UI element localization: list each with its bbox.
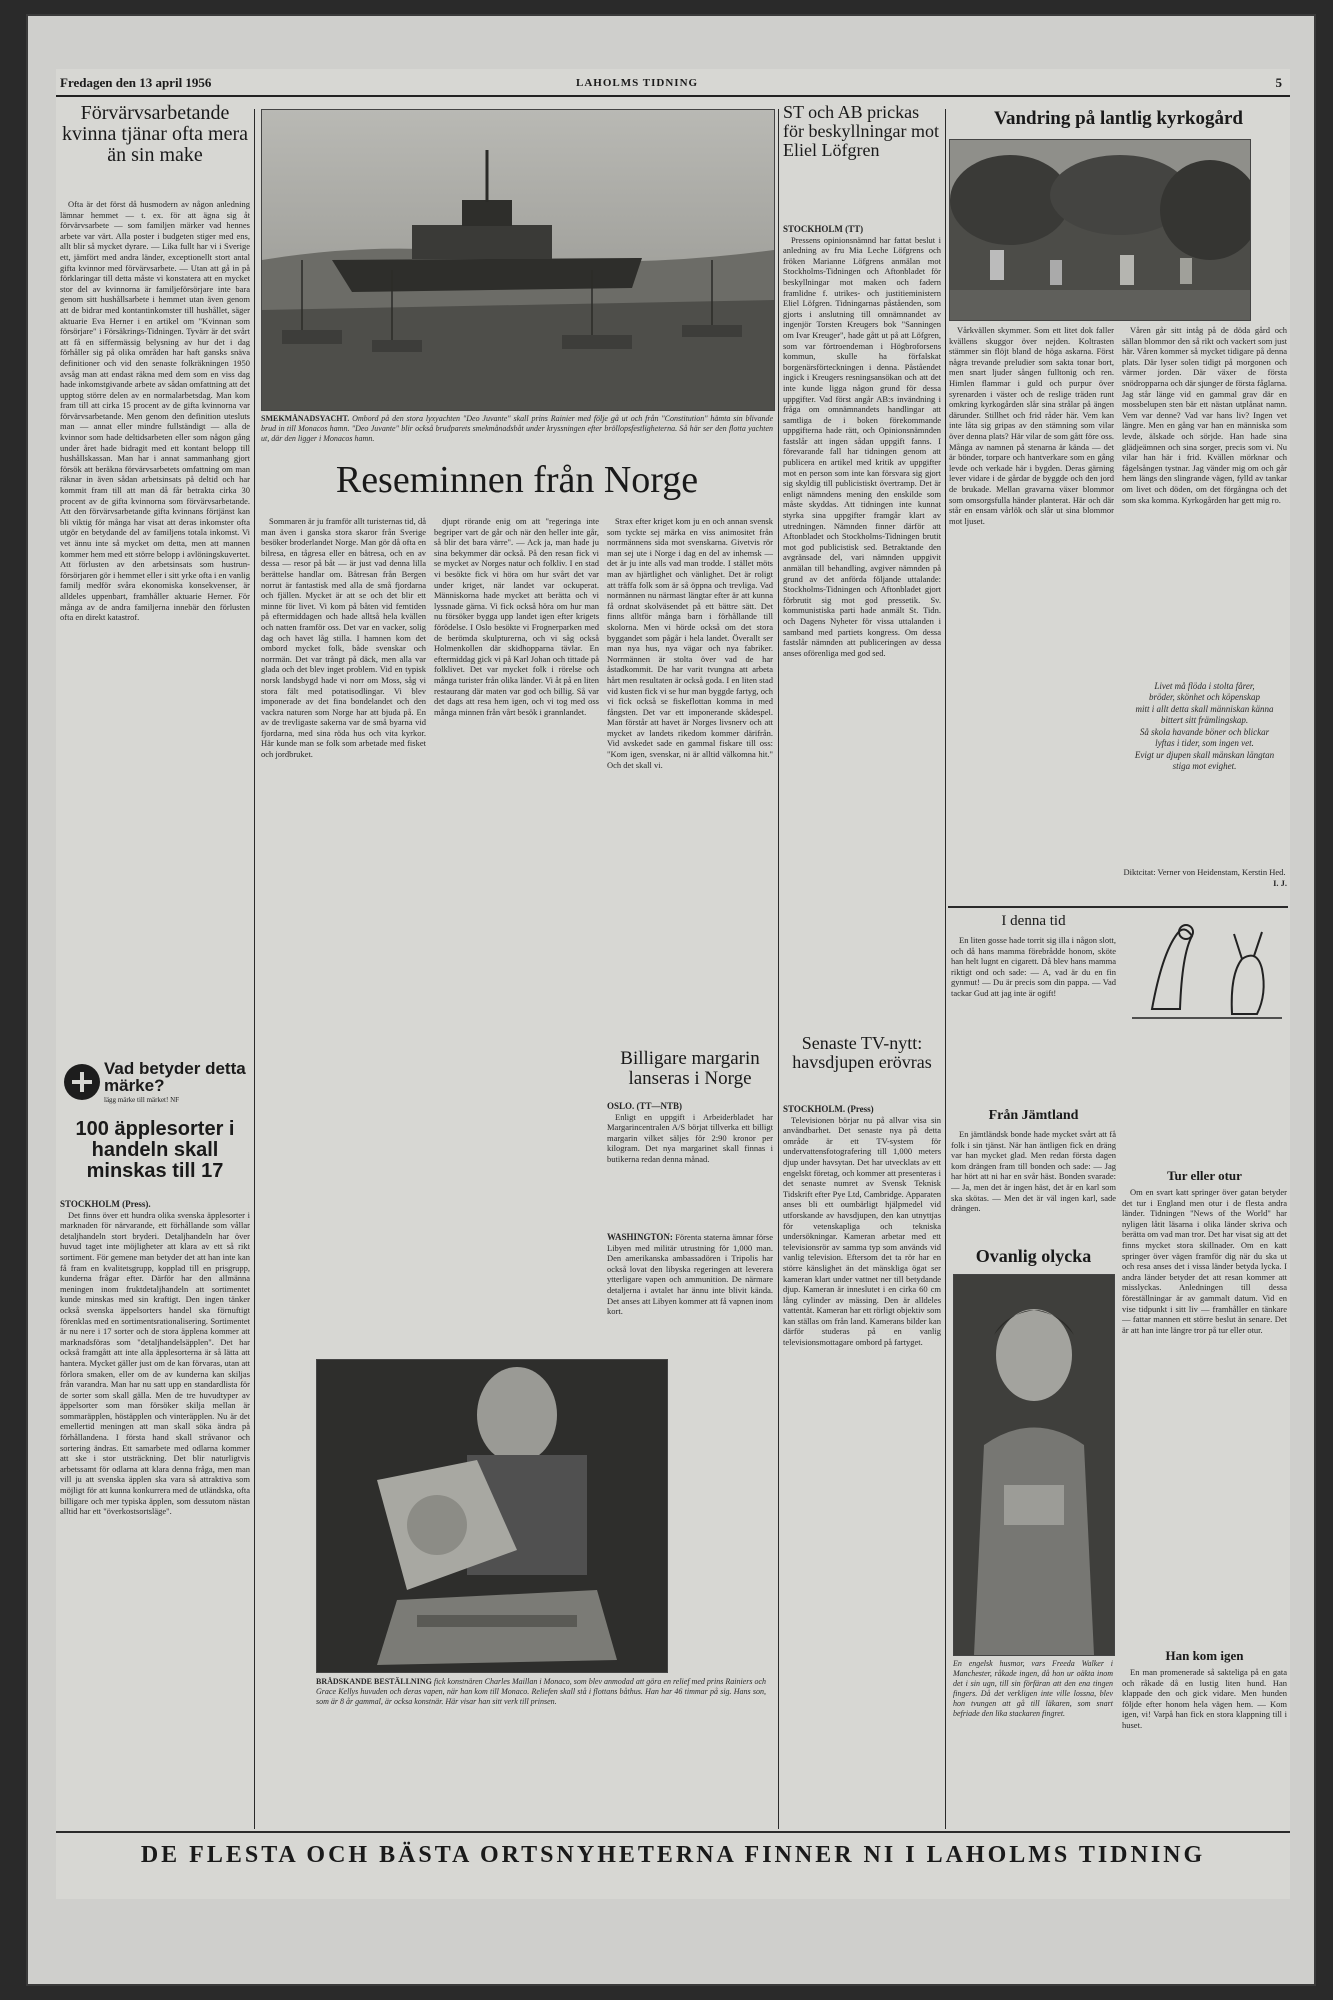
page-header xyxy=(56,69,1290,97)
article-han-kom-igen-body xyxy=(1122,1667,1287,1757)
byline: STOCKHOLM (Press). xyxy=(60,1199,151,1209)
sculptor-caption xyxy=(316,1677,766,1757)
yacht-photo xyxy=(261,109,775,411)
column-rule xyxy=(254,109,255,1829)
newspaper-page xyxy=(56,69,1290,1899)
byline: OSLO. (TT—NTB) xyxy=(607,1101,683,1111)
newspaper-sheet xyxy=(26,14,1316,1986)
article-tur-body xyxy=(1122,1187,1287,1642)
vandring-credit xyxy=(1122,867,1287,903)
woman-photo xyxy=(953,1274,1115,1656)
article-idenna-tid-body xyxy=(951,935,1116,1105)
article-text: Ofta är det först då husmodern av någon anledning lämnar hemmet — t. ex. för att ägna sig åt förvärvsarbete — som familjen märker vad hennes arbete var värt. Alla poster i budgeten stiger med ens, allt blir så mycket dyrare. — Lika fullt har vi i Sverige ett, jämfört med andra länder, exceptionellt stort antal gifta kvinnor med förvärvsarbete. — Utan att gå in på förklaringar till detta måste vi konstatera att en mycket stor del av kvinnorna är familjeförsörjare inte bara genom sitt hushållsarbete i hemmet utan även genom att de bidrar med kontantinkomster till hushållet, säger aktuarie Eva Herner i en artikel om "Kvinnan som försörjare" i Försäkrings-Tidningen. Tyvärr är det svårt att få en siffermässig belysning av hur det i dag förhåller sig på olika områden har haft gansks snäva definitioner och vid den senaste folkräkningen 1950 avsåg man att endast räkna med dem som en viss dag hade inkomstgivande arbete av sådan omfattning att det upptog större delen av en normalarbetsdag. Man kom fram till att cirka 15 procent av de gifta kvinnorna var förvärvsarbetande. Men genom den definition utesluts man — annat eller mindre fullständigt — alla de kvinnor som hade deltidsarbeten eller som någon gång under året hade bidragit med ett kontant belopp till hushållskassan. Man har i annat sammanhang gjort försök att beräkna förvärvsarbetets omfattning om man räknar in även sådan arbetsinsats på deltid och har kommit fram till att man då får betrakta cirka 30 procent av de gifta kvinnorna som förvärvsarbetande. Att den förvärvsarbetande gifta kvinnans förtjänst kan bli viktig för många har visat att deras inkomster ofta utgör en betydande del av familjens totala inkomst. Vi vet ännu inte så mycket om detta, men att mannen kommer hem med ett större belopp i avlöningskuvertet. Att förlusten av den arbetsinsats som hustrun-försörjaren gör i hemmet eller i sitt yrke ofta i en vanlig familj medför svåra ekonomiska konsekvenser, är alldeles uppenbart, framhåller aktuarie Herner. För många av de andra familjerna innebär den förlusten ofta en direkt katastrof. xyxy=(60,199,250,623)
article-text: En man promenerade så sakteliga på en gata och råkade då en lustig liten hund. Han klappade den och gick vidare. Men hunden följde efter honom hela vägen hem. — Kom igen, vi! Varpå han fick en stora klappning till i huset. xyxy=(1122,1667,1287,1730)
article-text: djupt rörande enig om att "regeringa inte begriper vart de går och när den heller inte går, så blir det bara värre". — Ack ja, man hade ju sina bekymmer där också. På den resan fick vi se mycket av Norges natur och folkliv. I en stad vi besökte fick vi höra om hur svårt det var under kriget, när landet var ockuperat. Människorna hade mycket att berätta och vi lyssnade gärna. Vi fick också höra om hur man nu försöker bygga upp landet igen efter krigets förödelse. I Oslo besökte vi Frognerparken med de berömda skulpturerna, och vi såg också Holmenkollen där skidhopparna tävlar. En eftermiddag gick vi på Karl Johan och tittade på folklivet. Det var mycket folk i rörelse och många turister från olika länder. Vi åt på en liten restaurang där maten var god och billig. Så var det dags att resa hem igen, och vi tog med oss många minnen från vårt besök i grannlandet. xyxy=(434,516,599,717)
article-billigare-body xyxy=(607,1101,773,1226)
article-tv-body xyxy=(783,1104,941,1824)
poem-credit: Diktcitat: Verner von Heidenstam, Kerstin Hed. xyxy=(1123,867,1286,877)
ad-title: Vad betyder detta märke? xyxy=(104,1059,246,1095)
article-jamtland-body xyxy=(951,1129,1116,1239)
article-text: En jämtländsk bonde hade mycket svårt att få folk i sin tjänst. När han äntligen fick en dräng var han mycket glad. Men redan första dagen kom drängen fram till bonden och sade: — Jag har hört att ni har en svår häst. Bonden svarade: — Ja, men det är ingen häst, det är en karl som ska skötas. — Men det är väl ingen karl, sade drängen. xyxy=(951,1129,1116,1214)
article-text: Sommaren är ju framför allt turisternas tid, då man även i ganska stora skaror från Sverige besöker broderlandet Norge. Man gör då ofta en bilresa, en tågresa eller en båtresa, och en av dessa — resor på båt — är just vad denna lilla berättelse handlar om. Båtresan från Bergen norrut är fantastisk med alla de små fjordarna och fjällen. Mycket är att se och det blir ett minne för livet. Vi kom på båten vid femtiden på eftermiddagen och hade alltså hela kvällen och natten framför oss. Det var en vacker, solig dag och havet låg stilla. I hamnen kom det ombord mycket folk, både svenskar och norrmän. Det var trångt på däck, men alla var glada och det blev inget problem. Vid en typisk norsk landsbygd hade vi norr om Moss, såg vi stora fält med potatisodlingar. Vi blev imponerade av det fina bondelandet och den vackra naturen som Norge har att bjuda på. En av de trevligaste sakerna var de små byarna vid fjordarna, med sina röda hus och vita kyrkor. Här kunde man se folk som arbetade med fisket och jordbruket. xyxy=(261,516,426,760)
signature: I. J. xyxy=(1273,877,1287,888)
headline-tv: Senaste TV-nytt: havsdjupen erövras xyxy=(792,1033,932,1072)
date-line: Fredagen den 13 april 1956 xyxy=(60,75,212,90)
article-text: Om en svart katt springer över gatan betyder det tur i England men otur i de flesta andra länder. Tidningen "News of the World" har nyligen låtit läsarna i olika länder skriva och berätta om vad man tror. Det har visat sig att det finns mycket stora skillnader. Om en katt springer över vägen framför dig när du ska ut och resa anses det i vissa länder betyda lycka. I andra länder betyder det att resan kommer att misslyckas. Anledningen till dessa föreställningar är av gammalt datum. Vid en vise tidpunkt i sitt liv — framhåller en tänkare — fattar mannen ett större beslut än senare. Det är att han inte längre tror på tur eller otur. xyxy=(1122,1187,1287,1335)
churchyard-photo xyxy=(949,139,1251,321)
section-rule xyxy=(948,906,1288,908)
headline-idenna-tid: I denna tid xyxy=(1001,913,1066,929)
section-rule xyxy=(56,1831,1290,1833)
ad-sub: lägg märke till märket! NF xyxy=(104,1096,180,1104)
headline-forvarv: Förvärvsarbetande kvinna tjänar ofta mera än sin make xyxy=(61,102,249,166)
article-text: Våren går sitt intåg på de döda gård och sällan blommor den så rikt och vackert som just här. Våren kommer så mycket tidigare på denna plats. Där lyser solen tidigt på morgonen och värmer jorden. Där växer de första snödropparna och där sjunger de första fåglarna. Jag står länge vid en gammal grav där en mossbelupen sten bär ett nästan utplånat namn. Vem var denne? Vad var hans liv? Ingen vet längre. Men en gång var han en människa som levde, älskade och sörjde. Han hade sina glädjeämnen och sina sorger, precis som vi. Nu vilar han här i frid. Kvällen mörknar och fågelsången tystnar. Jag vänder mig om och går hem längs den slingrande vägen, fylld av tankar om livet och döden, om det förgångna och det som ska komma. Kyrkogården har gett mig ro. xyxy=(1122,325,1287,505)
woman-caption xyxy=(953,1659,1113,1754)
headline-tur: Tur eller otur xyxy=(1167,1168,1242,1183)
trademark-icon xyxy=(62,1062,102,1102)
sculptor-photo xyxy=(316,1359,668,1673)
article-reseminnen-col1 xyxy=(261,516,426,1346)
headline-ovanlig: Ovanlig olycka xyxy=(975,1246,1092,1266)
column-rule xyxy=(778,109,779,1829)
byline: STOCKHOLM. (Press) xyxy=(783,1104,874,1114)
caption-text: fick konstnären Charles Maillan i Monaco, som blev anmodad att göra en relief med prins Rainiers och Grace Kellys huvuden och deras vapen, när han kom till Monaco. Reliefen skall stå i flottans båthus. Han har 46 timmar på sig. Hans son, som är 8 år gammal, är ocksa konstnär. Här visar han sitt verk till prinsen. xyxy=(316,1677,767,1706)
article-vandring-col1 xyxy=(949,325,1114,900)
ad-vad-betyder xyxy=(60,1054,250,1109)
headline-vandring: Vandring på lantlig kyrkogård xyxy=(993,108,1243,129)
vandring-poem xyxy=(1122,669,1287,864)
headline-han-kom-igen: Han kom igen xyxy=(1165,1648,1244,1663)
column-rule xyxy=(945,109,946,1829)
poem-text: Livet må flöda i stolta fårer, bröder, skönhet och köpenskap mitt i allt detta skall människan känna bittert sitt främlingskap. Så skola havande böner och blickar lyftas i tider, som ingen vet. Evigt ur djupen skall mänskan längtan stiga mot evighet. xyxy=(1134,680,1275,771)
caption-label: SMEKMÅNADSYACHT. xyxy=(261,414,350,423)
article-text: En liten gosse hade torrit sig illa i någon slott, och då hans mamma förebrådde honom, sköte han helt lugnt en cigarett. Då blev hans mamma riktigt ond och sade: — A, vad är du en fin gynmut! — Du är precis som din pappa. — Vad tackar Gud att jag inte är ogift! xyxy=(951,935,1116,998)
headline-reseminnen: Reseminnen från Norge xyxy=(335,459,699,501)
article-text: Vårkvällen skymmer. Som ett litet dok faller kvällens skuggor över nejden. Koltrasten stämmer sin flöjt bland de höga askarna. Först några trevande preludier som sakta tonar bort, men snart ljuder sången fulltonig och ren. Himlen flammar i guld och purpur över syrenarden i väster och de reslige träden runt omkring kyrkogården slår sina strålar på ängen därunder. Stillhet och frid råder här. Vem kan inte låta sig gripas av den stämning som vilar över denna plats? Här vilar de som gått före oss. Många av namnen på stenarna är kända — det är bönder, torpare och hantverkare som en gång levde och verkade här i bygden. Deras gärning lever vidare i de gårdar de byggde och den jord de brukade. Mellan gravarna växer blommor som omsorgsfulla händer planterat. Här och där står en ensam vårlök och slår ut sina blommor mot ljuset. xyxy=(949,325,1114,526)
headline-st-ab: ST och AB prickas för beskyllningar mot Eliel Löfgren xyxy=(783,102,939,160)
caption-label: BRÅDSKANDE BESTÄLLNING xyxy=(316,1677,432,1686)
bottom-banner: DE FLESTA OCH BÄSTA ORTSNYHETERNA FINNER NI I LAHOLMS TIDNING xyxy=(140,1842,1206,1868)
yacht-caption xyxy=(261,414,773,454)
paper-name: LAHOLMS TIDNING xyxy=(576,77,699,89)
byline: WASHINGTON: xyxy=(607,1232,673,1242)
article-applen-body xyxy=(60,1199,250,1824)
article-st-ab-body xyxy=(783,224,941,1024)
byline: STOCKHOLM (TT) xyxy=(783,224,864,234)
headline-applen: 100 äpplesorter i handeln skall minskas till 17 xyxy=(75,1118,235,1182)
article-text: Televisionen börjar nu på allvar visa sin användbarhet. Det senaste nya på detta område är ett TV-system för undervattensfotografering till 1,000 meters djup under havsytan. Det har utvecklats av ett engelskt företag, och kommer att presenteras i det senaste numret av Svensk Teknisk Tidskrift efter Pye Ltd, Cambridge. Apparaten anses bli ett oumbärligt hjälpmedel vid utforskande av havsdjupen, den kan utnyttjas för vetenskapliga och tekniska undersökningar. Kameran arbetar med ett televisionsrör av samma typ som används vid vanlig television. Eftersom det ta rör har en större känslighet än det mänskliga ögat ser kameran klart under vattnet ner till betydande djup. Kameran är inneslutet i en cirka 60 cm lång cylinder av mässing. Den är alldeles vattentät. Kameran har ett rörligt objektiv som kan ställas om från land. Kamerans bilder kan därför studeras på en vanlig televisionsmottagare ombord på fartyget. xyxy=(783,1114,941,1348)
article-text: Förenta staterna ämnar förse Libyen med militär utrustning för 1,000 man. Den amerikanska ambassadören i Tripolis har också lovat den libyska regeringen att leverera ytterligare vapen och ammunition. De närmare detaljerna i avtalet har ännu inte blivit kända. Det anses att Libyen kommer att få vapnen inom kort. xyxy=(607,1232,773,1317)
caption-text: Ombord på den stora lyxyachten "Deo Juvante" skall prins Rainier med följe gå ut och från "Constitution" hämta sin blivande brud in till Monacos hamn. "Deo Juvante" blir också brudparets smekmånadsbåt under kryssningen efter bröllopsfestligheterna. Så här ser den flotta yachten ut, där den ligger i Monacos hamn. xyxy=(261,414,774,443)
page-number: 5 xyxy=(1275,75,1282,90)
cartoon-illustration xyxy=(1122,914,1287,1029)
article-forvarv-body xyxy=(60,199,250,1047)
article-reseminnen-col2 xyxy=(434,516,599,1346)
article-vandring-col2 xyxy=(1122,325,1287,665)
article-text: Strax efter kriget kom ju en och annan svensk som tyckte sej märka en viss animositet från norrmännens sida mot svenskarna. Givetvis rör man sej ute i Norge i dag en del av inhemsk — det är ju inte alls vad man trodde. I stället möts man av hjärtlighet och vänlighet. Det är roligt att träffa folk som är så öppna och trevliga. Vad normännen nu närmast längtar efter är att kunna få ordnat skolväsendet på ett bättre sätt. Det finns alltför många barn i förhållande till skolorna. Men vi hörde också om det stora byggandet som pågår i hela landet. Överallt ser man nya hus, nya vägar och nya fabriker. Norrmännen är stolta över vad de har åstadkommit. De har varit tvungna att arbeta hårt men resultaten är också goda. I en liten stad vid kusten fick vi se hur man byggde fartyg, och vi fick också se fiskeflottan komma in med fångsten. Det var ett imponerande skådespel. Man förstår att havet är Norges livsnerv och att mycket av landets rikedom kommer därifrån. Vid avskedet sade en gammal fiskare till oss: "Kom igen, svenskar, ni är alltid välkomna hit." Och det skall vi. xyxy=(607,516,773,770)
article-reseminnen-col3 xyxy=(607,516,773,1041)
article-washington-body xyxy=(607,1232,773,1344)
caption-text: En engelsk husmor, vars Freeda Walker i Manchester, råkade ingen, då hon ur oäkta inom det i sin ugn, till sin förfäran att den ena tingen fingers. Då det verkligen inte ville lossna, blev hon tvungen att gå till läkaren, som snart befriade den lika stackaren fingret. xyxy=(953,1659,1113,1718)
headline-jamtland: Från Jämtland xyxy=(988,1108,1079,1123)
article-text: Enligt en uppgift i Arbeiderbladet har Margarincentralen A/S börjat tillverka ett billigt margarin vilket säljes för 2:90 kronor per kilogram. Det nya margarinet skall finnas i butikerna redan denna månad. xyxy=(607,1111,773,1164)
article-text: Pressens opinionsnämnd har fattat beslut i anledning av fru Mia Leche Löfgrens och fröken Marianne Löfgrens anmälan mot Stockholms-Tidningen och Aftonbladet för beskyllningar mot maken och fadern framlidne f. utrikes- och justitieministern Eliel Löfgren. Tidningarnas påståenden, som gjorts i anslutning till omnämnandet av ingenjör Torsten Kreugers bok "Sanningen om Ivar Kreuger", hade gått ut på att Löfgren, som var förtroendeman i Högbroforsens kommun, skulle ha förfalskat borgenärsförteckningen i denna. Påståendet ingick i Kreugers resningsansökan och att det inte kunde ligga någon grund för dessa uppgifter. Vad först angår AB:s invändning i fråga om omnämnandets handlingar att samtliga de i boken förekommande uppgifterna hade rätt, och Opinionsnämnden fastslår att ingen sådan uppgift fanns. I förevarande fall har tidningen genom att publicera en artikel med kritik av uppgifter mot en person som inte kan försvara sig gjort sig skyldig till publicistiskt övertramp. Det är enligt nämndens mening den enskilde som måste skyddas. Att tidningen inte kunnat styrka sina uppgifter framgår klart av utredningen. Nämnden finner därför att Aftonbladet och Stockholms-Tidningen brutit mot god publicistisk sed. Betraktande den avgränsade del, vari nämnden uppgivit anmälan till behandling, avgiver nämnden på grund av det anförda följande uttalande: Stockholms-Tidningen och Aftonbladet gjort förbrutit sig mot god pressetik. Sv. kommunistiska parti hade anmält St. Tidn. och Dagens Nyheter för vissa uttalanden i samband med partiets kongress. Om dessa fastslår nämnden att publiceringen av dessa anses oförenliga med god sed. xyxy=(783,234,941,658)
article-text: Det finns över ett hundra olika svenska äpplesorter i marknaden för närvarande, ett förhållande som vållar detaljhandeln stort bryderi. Detaljhandeln har över huvud taget inte möjligheter att klara av ett så rikt sortiment. För gemene man betyder det att han inte kan få fram en kvalitetsgrupp, kopplad till en prisgrupp, kunderna frågar efter. Därför har den allmänna meningen inom fruktdetaljhandeln att sortimentet kunde minskas med sin kraftigt. Den ingen tänker också svenska äppelsorters handel ska förnuftigt förenklas med en sortimentsrationalisering. Sortimentet är nu nere i 17 sorter och de stora äpplena kommer att marknadsföras som "detaljhandelsäpplen". Det har också framgått att inte alla äpplesorterna är så lätta att hantera. Mycket gäller just om de kan förvaras, utan att förlora smaken, eller om de av kunderna kan skiljas från varandra. Man har nu satt upp en standardlista för de sorter som skall gälla. Men de tre huvudtyper av äppelsorter som man försöker skilja mellan är sommaräpplen, höstäpplen och vinteräpplen. Nu är det emellertid meningen att man skall söka ändra på förhållandena. I första hand skall stråvanor och sortering ändras. Ett samarbete med odlarna kommer att ske i stor utsträckning. Det blir naturligtvis arbetssamt för odlarna att klara denna fråga, men man vill ju att svenska äpplen ska vara så attraktiva som möjligt för att kunna konkurrera med de utländska, ofta billigare och mer typiska äpplen, som dessutom nästan alltid har ett "överkostsortsläge". xyxy=(60,1209,250,1517)
headline-billigare: Billigare margarin lanseras i Norge xyxy=(620,1048,760,1089)
